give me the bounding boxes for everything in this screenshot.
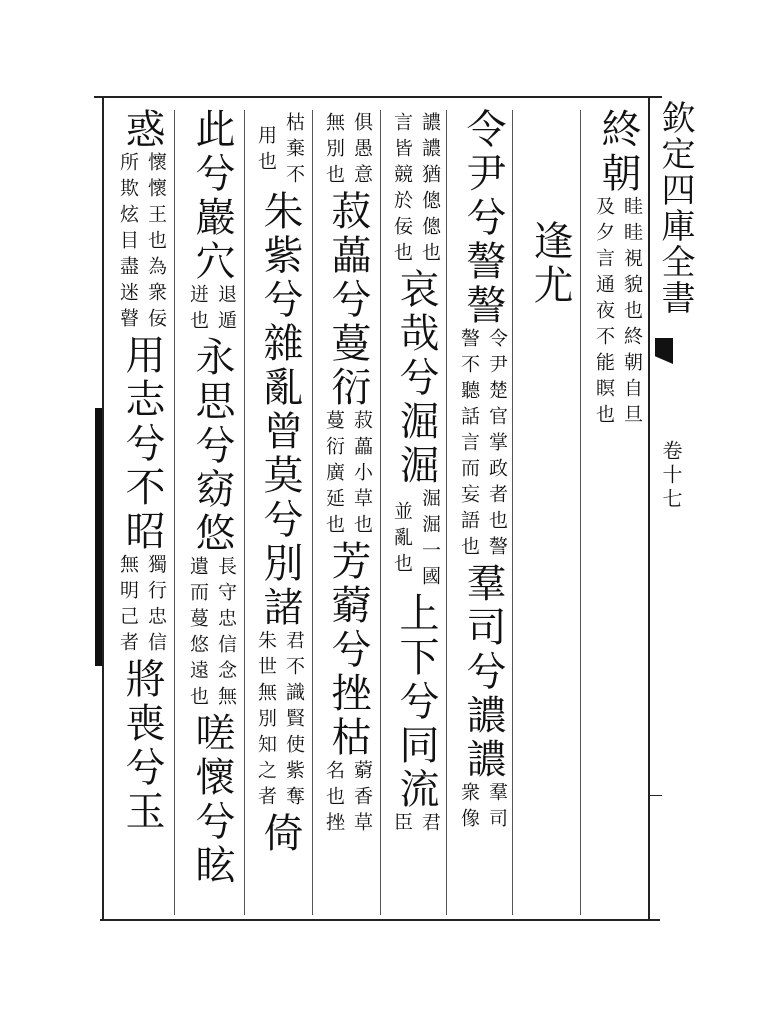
- fishtail-mark: [655, 338, 673, 364]
- commentary-left: 迸也: [187, 284, 209, 336]
- main-text: 朱紫兮雜亂曾莫兮別諸: [257, 190, 303, 630]
- column-rule: [446, 110, 447, 915]
- main-text: 用志兮不昭: [119, 334, 165, 554]
- main-text: 哀哉兮淈淈: [393, 268, 439, 488]
- commentary-right: 菽藟小草也: [351, 410, 373, 540]
- column-rule: [312, 110, 313, 915]
- column-rule: [174, 110, 175, 915]
- commentary-left: 臣: [391, 812, 413, 838]
- commentary-pair: [322, 112, 374, 190]
- commentary-left: 蔓衍廣延也: [323, 410, 345, 540]
- commentary-pair: [390, 812, 442, 838]
- commentary-pair: [254, 630, 306, 812]
- text-column-8: [114, 108, 170, 834]
- commentary-left: 遺而蔓悠遠也: [187, 556, 209, 712]
- commentary-right: 懷懷王也為衆佞: [145, 152, 167, 334]
- book-title: 欽定四庫全書: [655, 100, 695, 316]
- commentary-pair: [116, 554, 168, 658]
- commentary-pair: [322, 760, 374, 838]
- column-rule: [512, 110, 513, 915]
- main-text: 惑: [119, 108, 165, 152]
- commentary-right: 退遁: [215, 284, 237, 336]
- top-border: [94, 96, 662, 98]
- commentary-pair: [390, 112, 442, 268]
- main-text: 令尹兮謷謷: [460, 108, 506, 328]
- text-column-2: [522, 220, 578, 308]
- commentary-right: 淈淈一國: [419, 488, 441, 592]
- commentary-right: 長守忠信念無: [215, 556, 237, 712]
- commentary-pair: [116, 152, 168, 334]
- text-column-4: [388, 112, 444, 838]
- bottom-border: [100, 919, 660, 921]
- commentary-left: 用也: [255, 125, 277, 177]
- column-rule: [580, 110, 581, 915]
- commentary-right: 枯棄不: [283, 112, 305, 190]
- text-column-3: [455, 108, 511, 834]
- main-text: 芳藭兮挫枯: [325, 540, 371, 760]
- main-text: 菽藟兮蔓衍: [325, 190, 371, 410]
- commentary-left: 並亂也: [391, 501, 413, 579]
- commentary-right: 藭香草: [351, 760, 373, 838]
- commentary-left: 名也挫: [323, 760, 345, 838]
- commentary-right: 君不識賢使紫奪: [283, 630, 305, 812]
- main-text: 上下兮同流: [393, 592, 439, 812]
- binding-bar: [95, 408, 102, 666]
- commentary-right: 獨行忠信: [145, 554, 167, 658]
- text-column-7: [184, 108, 240, 888]
- commentary-pair: [390, 488, 442, 592]
- commentary-right: 眭眭視貌也終朝自旦: [621, 196, 643, 430]
- commentary-left: 朱世無別知之者: [255, 630, 277, 812]
- commentary-right: 君: [419, 812, 441, 838]
- column-rule: [380, 110, 381, 915]
- left-border: [102, 96, 104, 919]
- commentary-right: 譨譨猶傯傯也: [419, 112, 441, 268]
- text-column-6: [252, 112, 308, 856]
- commentary-pair: [186, 284, 238, 336]
- commentary-pair: [592, 196, 644, 430]
- main-text: 羣司兮譨譨: [460, 562, 506, 782]
- main-text: 倚: [257, 812, 303, 856]
- commentary-left: 謷不聽話言而妄語也: [458, 328, 480, 562]
- commentary-pair: [457, 328, 509, 562]
- commentary-left: 所欺炫目盡迷瞽: [117, 152, 139, 334]
- commentary-left: 無別也: [323, 112, 345, 190]
- commentary-right: 俱愚意: [351, 112, 373, 190]
- main-text: 嗟懷兮眩: [189, 712, 235, 888]
- commentary-left: 及夕言通夜不能瞑也: [593, 196, 615, 430]
- text-column-5: [320, 112, 376, 838]
- main-text: 將喪兮玉: [119, 658, 165, 834]
- commentary-left: 衆像: [458, 782, 480, 834]
- column-rule: [244, 110, 245, 915]
- commentary-pair: [322, 410, 374, 540]
- folio-label: 卷十七: [659, 440, 683, 512]
- folio-rule: [650, 795, 662, 796]
- text-column-1: [590, 108, 646, 430]
- commentary-left: 言皆競於佞也: [391, 112, 413, 268]
- main-text: 終朝: [595, 108, 641, 196]
- commentary-right: 令尹楚官掌政者也謷: [486, 328, 508, 562]
- main-text: 永思兮窈悠: [189, 336, 235, 556]
- commentary-left: 無明己者: [117, 554, 139, 658]
- commentary-pair: [254, 112, 306, 190]
- main-text: 此兮巖穴: [189, 108, 235, 284]
- commentary-right: 羣司: [486, 782, 508, 834]
- commentary-pair: [186, 556, 238, 712]
- main-text: 逢尤: [527, 220, 573, 308]
- commentary-pair: [457, 782, 509, 834]
